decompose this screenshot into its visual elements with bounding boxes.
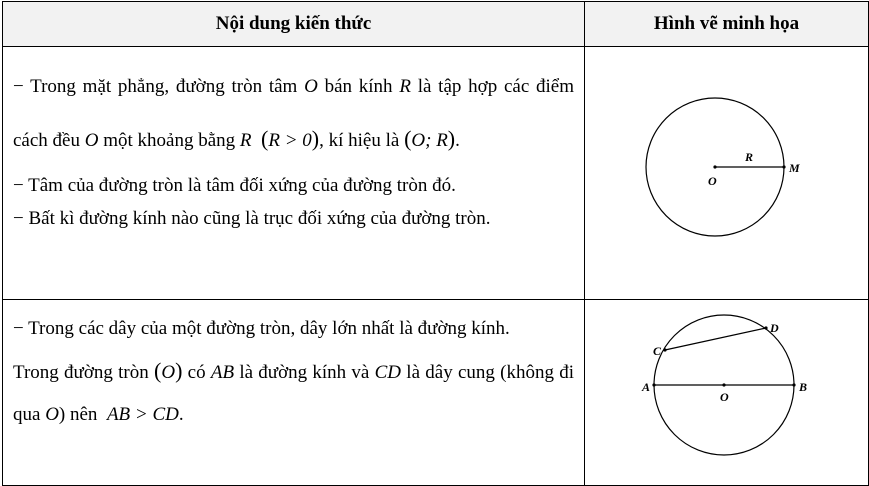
center-symmetry-text: − Tâm của đường tròn là tâm đối xứng của đường tròn đó. [13,175,456,196]
table-row [3,47,869,300]
label-r: R [745,150,754,164]
table-row [3,300,869,486]
label-o: O [720,390,729,404]
circle-radius-figure [585,47,868,294]
center-point [722,383,725,386]
center-point [713,165,716,168]
figure-cell [585,47,869,300]
point-m [782,165,785,168]
point-d [764,326,767,329]
label-o: O [708,174,717,188]
circle-chord-figure [585,300,868,480]
header-illustration: Hình vẽ minh họa [585,2,869,47]
label-b: B [799,380,808,394]
label-a: A [642,380,651,394]
knowledge-table [2,1,869,486]
header-content: Nội dung kiến thức [3,2,585,47]
figure-cell [585,300,869,486]
label-d: D [770,321,779,335]
chord-cd [665,328,766,350]
content-cell [3,300,585,486]
label-m: M [789,161,800,175]
header-row [3,2,869,47]
label-c: C [653,344,662,358]
diameter-symmetry-text: − Bất kì đường kính nào cũng là trục đối xứng của đường tròn. [13,208,491,229]
content-cell [3,47,585,300]
definition-paragraph: − Trong mặt phẳng, đường tròn tâm O bán kính R là tập hợp các điểm cách đều O một khoảng bằng R (R > 0), kí hiệu là (O; R). [13,76,575,151]
point-b [792,383,795,386]
point-a [652,383,655,386]
chord-paragraph: − Trong các dây của một đường tròn, dây lớn nhất là đường kính. Trong đường tròn (O) có AB là đường kính và CD là dây cung (không đi qua O) nên AB > CD. [13,318,575,425]
point-c [663,348,666,351]
